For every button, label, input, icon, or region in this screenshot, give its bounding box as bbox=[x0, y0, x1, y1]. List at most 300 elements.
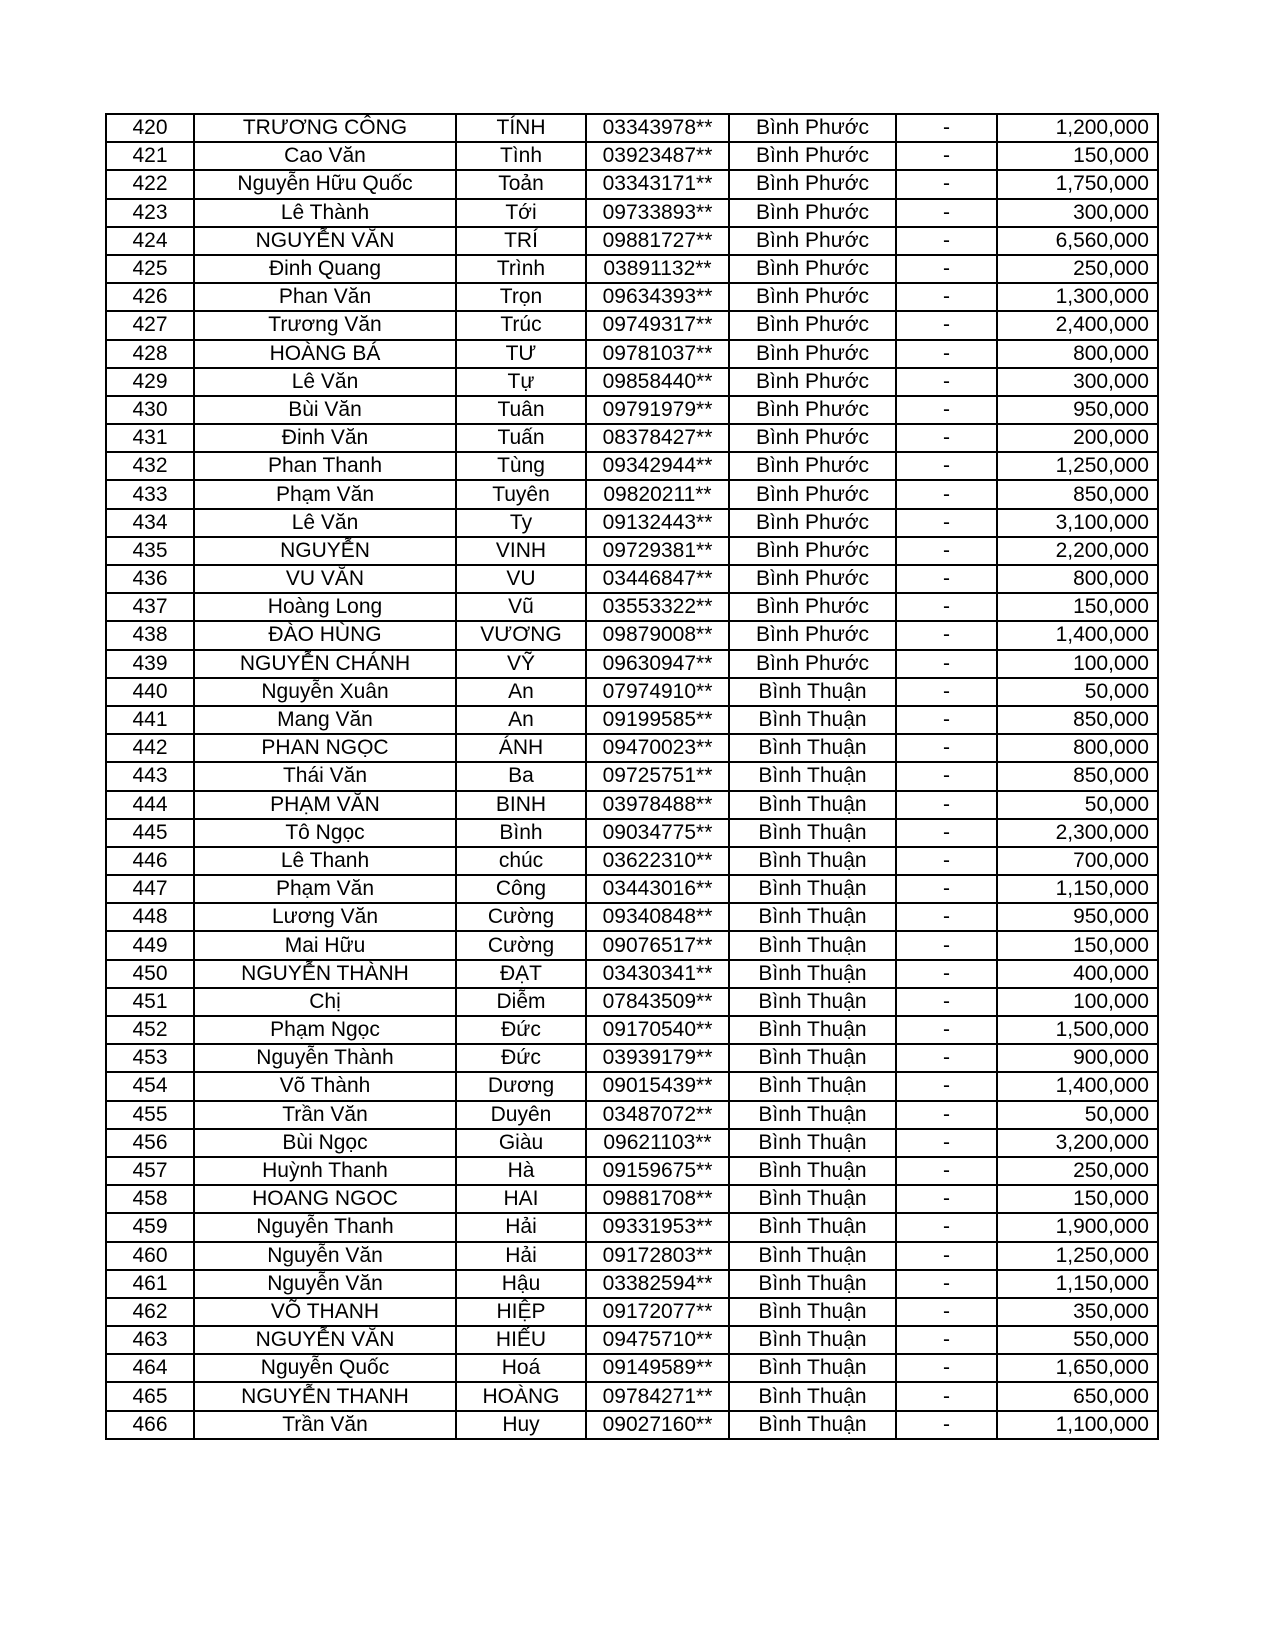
table-row bbox=[106, 424, 1158, 452]
amount: 1,500,000 bbox=[997, 1016, 1158, 1044]
amount: 50,000 bbox=[997, 678, 1158, 706]
family-middle-name: NGUYỄN VĂN bbox=[194, 1326, 456, 1354]
row-number: 445 bbox=[106, 819, 194, 847]
family-middle-name: ĐÀO HÙNG bbox=[194, 621, 456, 649]
province: Bình Thuận bbox=[729, 1354, 896, 1382]
amount: 700,000 bbox=[997, 847, 1158, 875]
dash-cell: - bbox=[896, 593, 997, 621]
family-middle-name: Lê Văn bbox=[194, 509, 456, 537]
amount: 1,200,000 bbox=[997, 114, 1158, 142]
amount: 950,000 bbox=[997, 903, 1158, 931]
phone-number: 03443016** bbox=[586, 875, 729, 903]
row-number: 466 bbox=[106, 1411, 194, 1439]
family-middle-name: Phan Văn bbox=[194, 283, 456, 311]
amount: 1,250,000 bbox=[997, 452, 1158, 480]
given-name: VƯƠNG bbox=[456, 621, 586, 649]
province: Bình Thuận bbox=[729, 1270, 896, 1298]
province: Bình Phước bbox=[729, 452, 896, 480]
phone-number: 08378427** bbox=[586, 424, 729, 452]
phone-number: 09630947** bbox=[586, 650, 729, 678]
family-middle-name: Nguyễn Văn bbox=[194, 1270, 456, 1298]
family-middle-name: Lương Văn bbox=[194, 903, 456, 931]
province: Bình Thuận bbox=[729, 1044, 896, 1072]
given-name: chúc bbox=[456, 847, 586, 875]
family-middle-name: HOANG NGOC bbox=[194, 1185, 456, 1213]
row-number: 438 bbox=[106, 621, 194, 649]
phone-number: 03978488** bbox=[586, 791, 729, 819]
province: Bình Thuận bbox=[729, 1326, 896, 1354]
row-number: 454 bbox=[106, 1072, 194, 1100]
given-name: Diễm bbox=[456, 988, 586, 1016]
province: Bình Phước bbox=[729, 565, 896, 593]
dash-cell: - bbox=[896, 565, 997, 593]
amount: 1,750,000 bbox=[997, 170, 1158, 198]
given-name: Ty bbox=[456, 509, 586, 537]
table-row bbox=[106, 255, 1158, 283]
province: Bình Thuận bbox=[729, 678, 896, 706]
row-number: 447 bbox=[106, 875, 194, 903]
province: Bình Phước bbox=[729, 227, 896, 255]
amount: 150,000 bbox=[997, 931, 1158, 959]
given-name: Công bbox=[456, 875, 586, 903]
dash-cell: - bbox=[896, 931, 997, 959]
dash-cell: - bbox=[896, 734, 997, 762]
amount: 400,000 bbox=[997, 960, 1158, 988]
table-row bbox=[106, 170, 1158, 198]
amount: 1,400,000 bbox=[997, 621, 1158, 649]
family-middle-name: Lê Thành bbox=[194, 199, 456, 227]
dash-cell: - bbox=[896, 480, 997, 508]
province: Bình Phước bbox=[729, 368, 896, 396]
dash-cell: - bbox=[896, 1382, 997, 1410]
dash-cell: - bbox=[896, 1016, 997, 1044]
family-middle-name: Võ Thành bbox=[194, 1072, 456, 1100]
amount: 2,300,000 bbox=[997, 819, 1158, 847]
given-name: An bbox=[456, 678, 586, 706]
table-row bbox=[106, 819, 1158, 847]
phone-number: 09729381** bbox=[586, 537, 729, 565]
phone-number: 03430341** bbox=[586, 960, 729, 988]
phone-number: 09027160** bbox=[586, 1411, 729, 1439]
amount: 100,000 bbox=[997, 650, 1158, 678]
row-number: 441 bbox=[106, 706, 194, 734]
row-number: 443 bbox=[106, 762, 194, 790]
family-middle-name: HOÀNG BÁ bbox=[194, 340, 456, 368]
row-number: 423 bbox=[106, 199, 194, 227]
province: Bình Thuận bbox=[729, 960, 896, 988]
province: Bình Phước bbox=[729, 142, 896, 170]
family-middle-name: Phạm Văn bbox=[194, 875, 456, 903]
province: Bình Thuận bbox=[729, 1382, 896, 1410]
amount: 850,000 bbox=[997, 706, 1158, 734]
amount: 150,000 bbox=[997, 142, 1158, 170]
amount: 100,000 bbox=[997, 988, 1158, 1016]
given-name: TÍNH bbox=[456, 114, 586, 142]
given-name: BINH bbox=[456, 791, 586, 819]
given-name: Tuyên bbox=[456, 480, 586, 508]
given-name: Huy bbox=[456, 1411, 586, 1439]
family-middle-name: NGUYỄN bbox=[194, 537, 456, 565]
province: Bình Phước bbox=[729, 650, 896, 678]
given-name: Ba bbox=[456, 762, 586, 790]
row-number: 428 bbox=[106, 340, 194, 368]
amount: 50,000 bbox=[997, 1101, 1158, 1129]
province: Bình Thuận bbox=[729, 1129, 896, 1157]
row-number: 452 bbox=[106, 1016, 194, 1044]
table-row bbox=[106, 1354, 1158, 1382]
amount: 200,000 bbox=[997, 424, 1158, 452]
province: Bình Thuận bbox=[729, 1072, 896, 1100]
phone-number: 09199585** bbox=[586, 706, 729, 734]
given-name: VU bbox=[456, 565, 586, 593]
table-row bbox=[106, 1270, 1158, 1298]
given-name: Vũ bbox=[456, 593, 586, 621]
row-number: 440 bbox=[106, 678, 194, 706]
table-row bbox=[106, 1213, 1158, 1241]
row-number: 432 bbox=[106, 452, 194, 480]
row-number: 444 bbox=[106, 791, 194, 819]
province: Bình Phước bbox=[729, 480, 896, 508]
row-number: 430 bbox=[106, 396, 194, 424]
table-row bbox=[106, 875, 1158, 903]
row-number: 426 bbox=[106, 283, 194, 311]
phone-number: 09733893** bbox=[586, 199, 729, 227]
dash-cell: - bbox=[896, 1072, 997, 1100]
row-number: 458 bbox=[106, 1185, 194, 1213]
table-row bbox=[106, 114, 1158, 142]
phone-number: 09172803** bbox=[586, 1242, 729, 1270]
donation-table bbox=[105, 113, 1159, 1440]
table-body bbox=[106, 114, 1158, 1439]
province: Bình Phước bbox=[729, 114, 896, 142]
table-row bbox=[106, 565, 1158, 593]
dash-cell: - bbox=[896, 368, 997, 396]
given-name: Cường bbox=[456, 931, 586, 959]
phone-number: 03939179** bbox=[586, 1044, 729, 1072]
family-middle-name: Nguyễn Xuân bbox=[194, 678, 456, 706]
given-name: ĐẠT bbox=[456, 960, 586, 988]
table-row bbox=[106, 480, 1158, 508]
row-number: 455 bbox=[106, 1101, 194, 1129]
row-number: 461 bbox=[106, 1270, 194, 1298]
row-number: 421 bbox=[106, 142, 194, 170]
province: Bình Phước bbox=[729, 537, 896, 565]
row-number: 449 bbox=[106, 931, 194, 959]
dash-cell: - bbox=[896, 452, 997, 480]
dash-cell: - bbox=[896, 311, 997, 339]
amount: 800,000 bbox=[997, 734, 1158, 762]
phone-number: 09475710** bbox=[586, 1326, 729, 1354]
dash-cell: - bbox=[896, 762, 997, 790]
table-row bbox=[106, 931, 1158, 959]
given-name: Bình bbox=[456, 819, 586, 847]
table-row bbox=[106, 368, 1158, 396]
given-name: TƯ bbox=[456, 340, 586, 368]
family-middle-name: NGUYỄN THANH bbox=[194, 1382, 456, 1410]
given-name: Trình bbox=[456, 255, 586, 283]
row-number: 429 bbox=[106, 368, 194, 396]
family-middle-name: Đinh Quang bbox=[194, 255, 456, 283]
family-middle-name: Trần Văn bbox=[194, 1411, 456, 1439]
table-row bbox=[106, 791, 1158, 819]
given-name: HIẾU bbox=[456, 1326, 586, 1354]
family-middle-name: Bùi Ngọc bbox=[194, 1129, 456, 1157]
family-middle-name: PHẠM VĂN bbox=[194, 791, 456, 819]
province: Bình Thuận bbox=[729, 1101, 896, 1129]
province: Bình Thuận bbox=[729, 762, 896, 790]
row-number: 463 bbox=[106, 1326, 194, 1354]
family-middle-name: NGUYỄN CHÁNH bbox=[194, 650, 456, 678]
amount: 350,000 bbox=[997, 1298, 1158, 1326]
table-row bbox=[106, 142, 1158, 170]
table-row bbox=[106, 1326, 1158, 1354]
amount: 150,000 bbox=[997, 593, 1158, 621]
given-name: Dương bbox=[456, 1072, 586, 1100]
province: Bình Thuận bbox=[729, 1157, 896, 1185]
dash-cell: - bbox=[896, 1129, 997, 1157]
given-name: An bbox=[456, 706, 586, 734]
amount: 300,000 bbox=[997, 199, 1158, 227]
table-row bbox=[106, 199, 1158, 227]
dash-cell: - bbox=[896, 960, 997, 988]
table-row bbox=[106, 1242, 1158, 1270]
given-name: Toản bbox=[456, 170, 586, 198]
province: Bình Thuận bbox=[729, 1411, 896, 1439]
province: Bình Thuận bbox=[729, 819, 896, 847]
amount: 850,000 bbox=[997, 762, 1158, 790]
province: Bình Thuận bbox=[729, 1242, 896, 1270]
phone-number: 09331953** bbox=[586, 1213, 729, 1241]
given-name: Đức bbox=[456, 1044, 586, 1072]
phone-number: 07974910** bbox=[586, 678, 729, 706]
dash-cell: - bbox=[896, 340, 997, 368]
dash-cell: - bbox=[896, 227, 997, 255]
row-number: 436 bbox=[106, 565, 194, 593]
table-row bbox=[106, 283, 1158, 311]
province: Bình Thuận bbox=[729, 791, 896, 819]
amount: 50,000 bbox=[997, 791, 1158, 819]
family-middle-name: Nguyễn Thành bbox=[194, 1044, 456, 1072]
amount: 3,200,000 bbox=[997, 1129, 1158, 1157]
family-middle-name: Thái Văn bbox=[194, 762, 456, 790]
phone-number: 03923487** bbox=[586, 142, 729, 170]
phone-number: 09015439** bbox=[586, 1072, 729, 1100]
province: Bình Phước bbox=[729, 424, 896, 452]
given-name: HOÀNG bbox=[456, 1382, 586, 1410]
province: Bình Phước bbox=[729, 311, 896, 339]
row-number: 442 bbox=[106, 734, 194, 762]
given-name: Tuân bbox=[456, 396, 586, 424]
province: Bình Thuận bbox=[729, 847, 896, 875]
province: Bình Thuận bbox=[729, 1185, 896, 1213]
family-middle-name: Phan Thanh bbox=[194, 452, 456, 480]
table-row bbox=[106, 227, 1158, 255]
dash-cell: - bbox=[896, 1354, 997, 1382]
dash-cell: - bbox=[896, 255, 997, 283]
table-row bbox=[106, 340, 1158, 368]
given-name: Hoá bbox=[456, 1354, 586, 1382]
table-row bbox=[106, 509, 1158, 537]
family-middle-name: TRƯƠNG CÔNG bbox=[194, 114, 456, 142]
row-number: 462 bbox=[106, 1298, 194, 1326]
amount: 1,300,000 bbox=[997, 283, 1158, 311]
amount: 250,000 bbox=[997, 255, 1158, 283]
province: Bình Thuận bbox=[729, 734, 896, 762]
amount: 1,250,000 bbox=[997, 1242, 1158, 1270]
phone-number: 03622310** bbox=[586, 847, 729, 875]
province: Bình Thuận bbox=[729, 988, 896, 1016]
table-row bbox=[106, 1382, 1158, 1410]
given-name: Đức bbox=[456, 1016, 586, 1044]
table-row bbox=[106, 650, 1158, 678]
family-middle-name: Đinh Văn bbox=[194, 424, 456, 452]
given-name: Hà bbox=[456, 1157, 586, 1185]
amount: 250,000 bbox=[997, 1157, 1158, 1185]
family-middle-name: Phạm Ngọc bbox=[194, 1016, 456, 1044]
phone-number: 09034775** bbox=[586, 819, 729, 847]
given-name: Tình bbox=[456, 142, 586, 170]
row-number: 420 bbox=[106, 114, 194, 142]
province: Bình Phước bbox=[729, 170, 896, 198]
family-middle-name: Phạm Văn bbox=[194, 480, 456, 508]
row-number: 457 bbox=[106, 1157, 194, 1185]
dash-cell: - bbox=[896, 509, 997, 537]
row-number: 439 bbox=[106, 650, 194, 678]
row-number: 464 bbox=[106, 1354, 194, 1382]
family-middle-name: NGUYỄN VĂN bbox=[194, 227, 456, 255]
province: Bình Thuận bbox=[729, 875, 896, 903]
phone-number: 09791979** bbox=[586, 396, 729, 424]
family-middle-name: Mai Hữu bbox=[194, 931, 456, 959]
family-middle-name: Tô Ngọc bbox=[194, 819, 456, 847]
phone-number: 09159675** bbox=[586, 1157, 729, 1185]
province: Bình Thuận bbox=[729, 1213, 896, 1241]
row-number: 435 bbox=[106, 537, 194, 565]
phone-number: 09340848** bbox=[586, 903, 729, 931]
province: Bình Phước bbox=[729, 283, 896, 311]
given-name: ÁNH bbox=[456, 734, 586, 762]
province: Bình Phước bbox=[729, 255, 896, 283]
family-middle-name: Lê Thanh bbox=[194, 847, 456, 875]
table-row bbox=[106, 311, 1158, 339]
table-row bbox=[106, 1298, 1158, 1326]
phone-number: 07843509** bbox=[586, 988, 729, 1016]
amount: 3,100,000 bbox=[997, 509, 1158, 537]
amount: 900,000 bbox=[997, 1044, 1158, 1072]
table-row bbox=[106, 1072, 1158, 1100]
phone-number: 03382594** bbox=[586, 1270, 729, 1298]
dash-cell: - bbox=[896, 1326, 997, 1354]
phone-number: 09076517** bbox=[586, 931, 729, 959]
given-name: Tới bbox=[456, 199, 586, 227]
amount: 1,900,000 bbox=[997, 1213, 1158, 1241]
phone-number: 09170540** bbox=[586, 1016, 729, 1044]
phone-number: 09621103** bbox=[586, 1129, 729, 1157]
amount: 1,400,000 bbox=[997, 1072, 1158, 1100]
row-number: 424 bbox=[106, 227, 194, 255]
dash-cell: - bbox=[896, 791, 997, 819]
row-number: 431 bbox=[106, 424, 194, 452]
amount: 650,000 bbox=[997, 1382, 1158, 1410]
table-row bbox=[106, 396, 1158, 424]
province: Bình Thuận bbox=[729, 706, 896, 734]
province: Bình Thuận bbox=[729, 931, 896, 959]
phone-number: 03446847** bbox=[586, 565, 729, 593]
province: Bình Phước bbox=[729, 340, 896, 368]
family-middle-name: Hoàng Long bbox=[194, 593, 456, 621]
family-middle-name: Nguyễn Quốc bbox=[194, 1354, 456, 1382]
row-number: 453 bbox=[106, 1044, 194, 1072]
row-number: 450 bbox=[106, 960, 194, 988]
row-number: 434 bbox=[106, 509, 194, 537]
amount: 950,000 bbox=[997, 396, 1158, 424]
family-middle-name: Chị bbox=[194, 988, 456, 1016]
dash-cell: - bbox=[896, 706, 997, 734]
family-middle-name: Huỳnh Thanh bbox=[194, 1157, 456, 1185]
table-row bbox=[106, 678, 1158, 706]
family-middle-name: Bùi Văn bbox=[194, 396, 456, 424]
table-row bbox=[106, 903, 1158, 931]
phone-number: 03487072** bbox=[586, 1101, 729, 1129]
given-name: HAI bbox=[456, 1185, 586, 1213]
given-name: HIỆP bbox=[456, 1298, 586, 1326]
given-name: Duyên bbox=[456, 1101, 586, 1129]
given-name: Giàu bbox=[456, 1129, 586, 1157]
row-number: 437 bbox=[106, 593, 194, 621]
dash-cell: - bbox=[896, 114, 997, 142]
dash-cell: - bbox=[896, 1185, 997, 1213]
phone-number: 09172077** bbox=[586, 1298, 729, 1326]
dash-cell: - bbox=[896, 1298, 997, 1326]
table-row bbox=[106, 1157, 1158, 1185]
phone-number: 09784271** bbox=[586, 1382, 729, 1410]
table-row bbox=[106, 1411, 1158, 1439]
dash-cell: - bbox=[896, 1411, 997, 1439]
amount: 1,650,000 bbox=[997, 1354, 1158, 1382]
row-number: 451 bbox=[106, 988, 194, 1016]
table-row bbox=[106, 593, 1158, 621]
amount: 2,400,000 bbox=[997, 311, 1158, 339]
given-name: Tự bbox=[456, 368, 586, 396]
table-row bbox=[106, 847, 1158, 875]
phone-number: 09342944** bbox=[586, 452, 729, 480]
amount: 300,000 bbox=[997, 368, 1158, 396]
amount: 550,000 bbox=[997, 1326, 1158, 1354]
row-number: 433 bbox=[106, 480, 194, 508]
given-name: VỸ bbox=[456, 650, 586, 678]
table-row bbox=[106, 452, 1158, 480]
dash-cell: - bbox=[896, 847, 997, 875]
phone-number: 09881727** bbox=[586, 227, 729, 255]
phone-number: 09781037** bbox=[586, 340, 729, 368]
given-name: Tuấn bbox=[456, 424, 586, 452]
table-row bbox=[106, 762, 1158, 790]
phone-number: 09725751** bbox=[586, 762, 729, 790]
given-name: VINH bbox=[456, 537, 586, 565]
family-middle-name: Trương Văn bbox=[194, 311, 456, 339]
province: Bình Phước bbox=[729, 199, 896, 227]
table-row bbox=[106, 988, 1158, 1016]
dash-cell: - bbox=[896, 424, 997, 452]
dash-cell: - bbox=[896, 170, 997, 198]
province: Bình Phước bbox=[729, 396, 896, 424]
dash-cell: - bbox=[896, 1101, 997, 1129]
dash-cell: - bbox=[896, 1044, 997, 1072]
row-number: 427 bbox=[106, 311, 194, 339]
row-number: 425 bbox=[106, 255, 194, 283]
row-number: 459 bbox=[106, 1213, 194, 1241]
phone-number: 09149589** bbox=[586, 1354, 729, 1382]
